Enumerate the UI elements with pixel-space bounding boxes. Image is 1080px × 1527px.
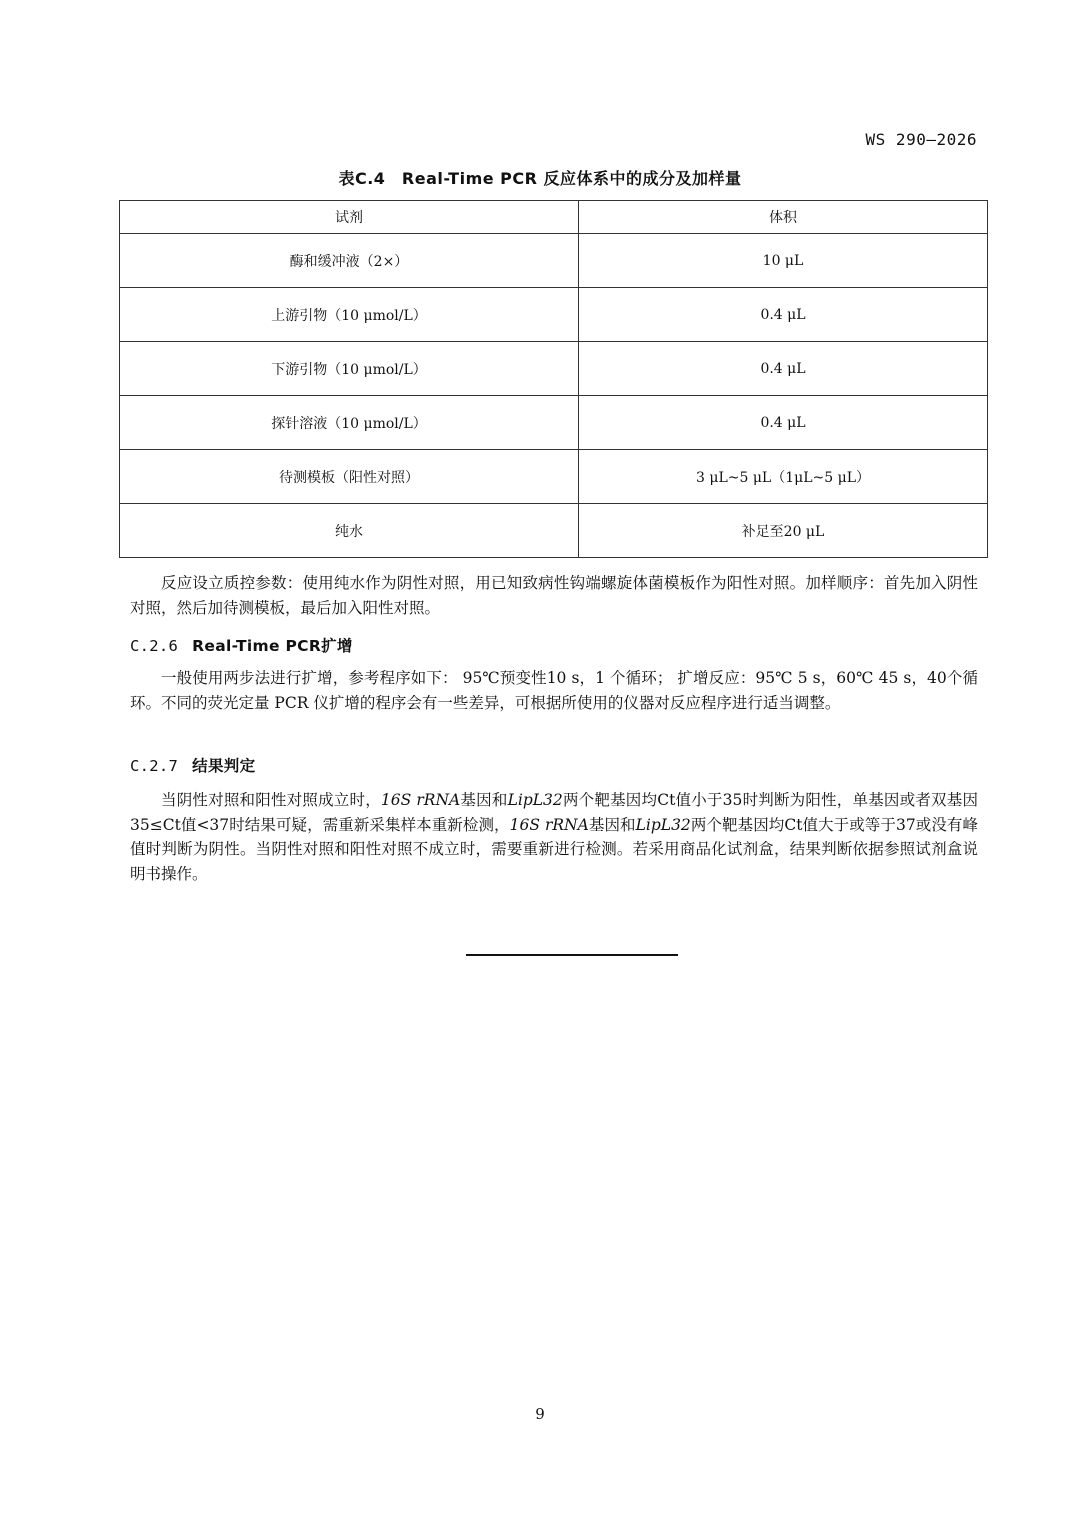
table-row [120,234,988,288]
section-number: C.2.6 [130,637,179,655]
amplification-paragraph: 一般使用两步法进行扩增，参考程序如下： 95℃预变性10 s，1 个循环； 扩增反应：95℃ 5 s，60℃ 45 s，40个循环。不同的荧光定量 PCR 仪扩增的程序会有一些差异，可根据所使用的仪器对反应程序进行适当调整。 [130,669,978,712]
reagent-table [119,200,988,558]
table-row [120,342,988,396]
volume-cell: 0.4 μL [579,342,988,396]
gene-name: LipL32 [635,815,691,834]
table-row [120,450,988,504]
text-segment: 两个靶基因均Ct值大于或等于37或没有峰值时判断为阴性。当阴性对照和阳性对照不成立时，需要重新进行检测。若采用商品化试剂盒，结果判断依据参照试剂盒说明书操作。 [130,815,978,883]
qc-paragraph: 反应设立质控参数：使用纯水作为阴性对照，用已知致病性钩端螺旋体菌模板作为阳性对照。加样顺序：首先加入阴性对照，然后加待测模板，最后加入阳性对照。 [130,574,978,617]
section-heading-c26 [130,634,353,656]
reagent-cell: 纯水 [120,504,579,558]
reagent-cell: 酶和缓冲液（2×） [120,234,579,288]
table-row [120,504,988,558]
volume-cell: 0.4 μL [579,396,988,450]
gene-name: 16S rRNA [509,815,589,834]
column-header-volume: 体积 [579,201,988,234]
table-row [120,396,988,450]
gene-name: 16S rRNA [380,791,461,809]
text-segment: 两个靶基因均Ct值小于35时判断为阳性，单基因或者双基因35≤Ct值<37时结果可疑，需重新采集样本重新检测， [130,791,978,834]
volume-cell: 3 μL~5 μL（1μL~5 μL） [579,450,988,504]
column-header-reagent: 试剂 [120,201,579,234]
section-heading-c27 [130,754,255,776]
section-title: Real-Time PCR扩增 [192,637,353,655]
table-header-row [120,201,988,234]
reagent-cell: 待测模板（阳性对照） [120,450,579,504]
reagent-cell: 上游引物（10 μmol/L） [120,288,579,342]
text-segment: 基因和 [460,791,508,809]
result-judgement-paragraph [130,788,978,886]
section-title: 结果判定 [192,757,256,775]
volume-cell: 10 μL [579,234,988,288]
text-segment: 基因和 [588,815,636,834]
page-number: 9 [535,1405,545,1423]
table-title: 表C.4 Real-Time PCR 反应体系中的成分及加样量 [338,169,742,188]
section-number: C.2.7 [130,757,179,775]
reagent-cell: 探针溶液（10 μmol/L） [120,396,579,450]
standard-code: WS 290—2026 [865,130,977,149]
table-row [120,288,988,342]
text-segment: 当阴性对照和阳性对照成立时， [161,791,381,809]
gene-name: LipL32 [507,791,563,809]
reagent-cell: 下游引物（10 μmol/L） [120,342,579,396]
volume-cell: 0.4 μL [579,288,988,342]
volume-cell: 补足至20 μL [579,504,988,558]
end-rule [466,954,678,956]
